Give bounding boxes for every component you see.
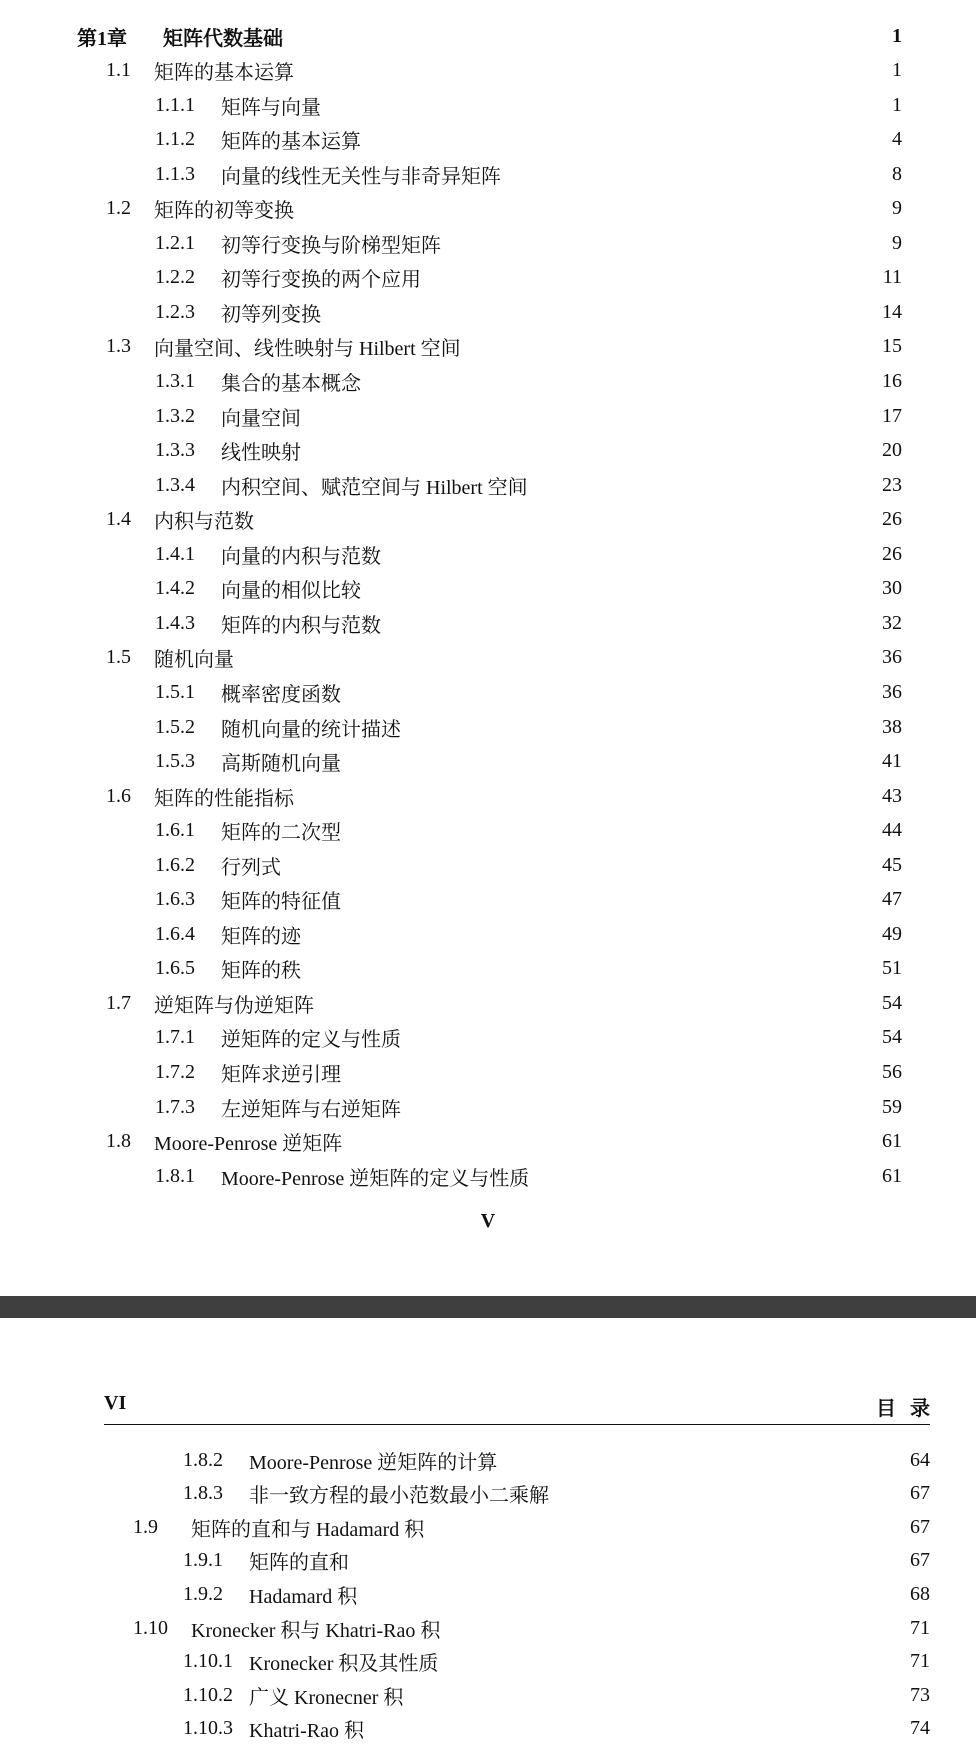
toc-subsection-entry[interactable] xyxy=(183,1477,930,1511)
header-page-number: VI xyxy=(104,1392,127,1414)
dot-leader xyxy=(349,745,868,779)
toc-page-number: 73 xyxy=(910,1683,930,1706)
toc-entry-title: Kronecker 积与 Khatri-Rao 积 xyxy=(191,1619,441,1642)
dot-leader xyxy=(369,123,868,157)
toc-entry-title: 矩阵的初等变换 xyxy=(154,200,294,223)
toc-entry-number: 1.6.4 xyxy=(155,922,195,945)
toc-entry-title: 向量的相似比较 xyxy=(221,580,361,603)
toc-entry-number: 1.6.1 xyxy=(155,819,195,842)
toc-entry-number: 1.2.3 xyxy=(155,300,195,323)
dot-leader xyxy=(309,434,868,468)
toc-entry-number: 1.5.2 xyxy=(155,715,195,738)
dot-leader xyxy=(429,261,868,295)
dot-leader xyxy=(349,814,868,848)
toc-entry-number: 1.3 xyxy=(106,335,131,358)
toc-entry-title: 内积与范数 xyxy=(154,511,254,534)
toc-page-number: 1 xyxy=(892,59,902,82)
toc-entry-title: 随机向量 xyxy=(154,649,234,672)
toc-page-number: 71 xyxy=(910,1650,930,1673)
toc-entry-number: 1.2 xyxy=(106,197,131,220)
toc-entry-number: 1.1 xyxy=(106,59,131,82)
toc-entry-title: 集合的基本概念 xyxy=(221,373,361,395)
dot-leader xyxy=(409,1090,868,1124)
toc-section-entry[interactable] xyxy=(133,1611,930,1645)
toc-page-2 xyxy=(0,1318,976,1743)
toc-section-entry[interactable] xyxy=(106,641,902,675)
toc-page-number: 74 xyxy=(910,1717,930,1740)
toc-entry-title: 非一致方程的最小范数最小二乘解 xyxy=(249,1485,549,1508)
toc-entry-number: 1.2.1 xyxy=(155,231,195,254)
toc-page-number: 9 xyxy=(892,231,902,254)
toc-entry-title: Moore-Penrose 逆矩阵的定义与性质 xyxy=(221,1167,530,1190)
toc-entry-number: 1.3.2 xyxy=(155,404,195,427)
toc-subsection-entry[interactable] xyxy=(183,1645,930,1679)
dot-leader xyxy=(349,1056,868,1090)
toc-entry-title: 矩阵的特征值 xyxy=(221,891,341,914)
toc-section-entry[interactable] xyxy=(133,1510,930,1544)
toc-page-number: 67 xyxy=(910,1515,930,1538)
toc-entry-title: Khatri-Rao 积 xyxy=(249,1720,364,1743)
page-divider xyxy=(0,1296,976,1318)
dot-leader xyxy=(329,88,868,122)
dot-leader xyxy=(329,295,868,329)
toc-entry-number: 1.8.2 xyxy=(183,1448,223,1471)
toc-subsection-entry[interactable] xyxy=(155,295,902,329)
dot-leader xyxy=(536,468,868,502)
dot-leader xyxy=(369,365,868,399)
toc-subsection-entry[interactable] xyxy=(183,1544,930,1578)
toc-subsection-entry[interactable] xyxy=(155,675,902,709)
toc-entry-title: 矩阵代数基础 xyxy=(163,27,283,50)
toc-subsection-entry[interactable] xyxy=(155,261,902,295)
toc-subsection-entry[interactable] xyxy=(183,1712,930,1746)
toc-page-number: 1 xyxy=(892,93,902,116)
toc-entry-number: 1.4.2 xyxy=(155,577,195,600)
dot-leader xyxy=(372,1712,896,1746)
toc-entry-number: 1.8.3 xyxy=(183,1482,223,1505)
toc-entry-title: 初等行变换与阶梯型矩阵 xyxy=(221,234,441,257)
toc-page-number: 11 xyxy=(882,266,902,289)
toc-entry-number: 1.9.1 xyxy=(183,1549,223,1572)
toc-subsection-entry[interactable] xyxy=(155,814,902,848)
toc-page-number: 38 xyxy=(882,715,902,738)
dot-leader xyxy=(349,675,868,709)
toc-subsection-entry[interactable] xyxy=(155,917,902,951)
toc-subsection-entry[interactable] xyxy=(155,572,902,606)
toc-page-number: 8 xyxy=(892,162,902,185)
toc-subsection-entry[interactable] xyxy=(155,710,902,744)
dot-leader xyxy=(389,537,868,571)
toc-entry-number: 1.6 xyxy=(106,784,131,807)
toc-page-number: 54 xyxy=(882,991,902,1014)
toc-subsection-entry[interactable] xyxy=(155,848,902,882)
toc-page-number: 32 xyxy=(882,611,902,634)
toc-section-entry[interactable] xyxy=(106,986,902,1020)
toc-page-number: 64 xyxy=(910,1448,930,1471)
dot-leader xyxy=(291,19,868,53)
toc-subsection-entry[interactable] xyxy=(155,1159,902,1193)
toc-page-number: 49 xyxy=(882,922,902,945)
toc-entry-title: Kronecker 积及其性质 xyxy=(249,1653,439,1676)
toc-subsection-entry[interactable] xyxy=(155,1056,902,1090)
dot-leader xyxy=(309,952,868,986)
toc-entry-title: Moore-Penrose 逆矩阵的计算 xyxy=(249,1451,498,1474)
toc-entry-number: 1.6.2 xyxy=(155,853,195,876)
toc-entry-title: Hadamard 积 xyxy=(249,1585,358,1608)
toc-entry-number: 1.9 xyxy=(133,1515,158,1538)
toc-entry-number: 1.4.3 xyxy=(155,611,195,634)
toc-page-number: 17 xyxy=(882,404,902,427)
toc-section-entry[interactable] xyxy=(106,503,902,537)
toc-entry-title: 向量空间、线性映射与 Hilbert 空间 xyxy=(154,338,461,361)
toc-page-number: 43 xyxy=(882,784,902,807)
toc-subsection-entry[interactable] xyxy=(183,1678,930,1712)
toc-section-entry[interactable] xyxy=(106,1125,902,1159)
toc-entry-number: 1.3.1 xyxy=(155,370,195,392)
toc-section-entry[interactable] xyxy=(106,330,902,364)
toc-entry-title: 向量的内积与范数 xyxy=(221,545,381,568)
toc-entry-title: 左逆矩阵与右逆矩阵 xyxy=(221,1098,401,1121)
toc-subsection-entry[interactable] xyxy=(183,1577,930,1611)
toc-page-number: 16 xyxy=(882,370,902,392)
dot-leader xyxy=(302,54,868,88)
toc-entry-number: 1.1.1 xyxy=(155,93,195,116)
dot-leader xyxy=(449,226,868,260)
toc-entry-title: 矩阵的秩 xyxy=(221,960,301,983)
toc-entry-number: 1.3.3 xyxy=(155,439,195,462)
toc-subsection-entry[interactable] xyxy=(155,1090,902,1124)
toc-page-number: 4 xyxy=(892,128,902,151)
toc-section-entry[interactable] xyxy=(106,779,902,813)
dot-leader xyxy=(505,1443,896,1477)
toc-entry-number: 1.7 xyxy=(106,991,131,1014)
running-header xyxy=(104,1388,944,1425)
toc-entry-title: 向量空间 xyxy=(221,407,301,430)
toc-entry-title: 逆矩阵的定义与性质 xyxy=(221,1029,401,1052)
toc-entry-number: 1.7.2 xyxy=(155,1061,195,1083)
dot-leader xyxy=(322,986,868,1020)
toc-entry-number: 1.10.2 xyxy=(183,1683,233,1706)
dot-leader xyxy=(302,192,868,226)
toc-entry-title: 矩阵的内积与范数 xyxy=(221,614,381,637)
toc-entry-title: 矩阵的直和与 Hadamard 积 xyxy=(191,1518,425,1541)
toc-entry-number: 1.10.3 xyxy=(183,1717,233,1740)
toc-page-number: 44 xyxy=(882,819,902,842)
toc-entry-title: 初等行变换的两个应用 xyxy=(221,269,421,292)
toc-page-number: 61 xyxy=(882,1164,902,1187)
toc-subsection-entry[interactable] xyxy=(155,745,902,779)
toc-subsection-entry[interactable] xyxy=(155,399,902,433)
toc-entry-title: 矩阵的性能指标 xyxy=(154,787,294,810)
toc-entry-title: 高斯随机向量 xyxy=(221,753,341,776)
toc-page-number: 20 xyxy=(882,439,902,462)
dot-leader xyxy=(262,503,868,537)
toc-entry-title: 概率密度函数 xyxy=(221,683,341,706)
toc-entry-number: 1.5 xyxy=(106,646,131,669)
dot-leader xyxy=(309,917,868,951)
toc-section-entry[interactable] xyxy=(106,192,902,226)
dot-leader xyxy=(349,883,868,917)
toc-page-number: 59 xyxy=(882,1095,902,1118)
toc-subsection-entry[interactable] xyxy=(183,1443,930,1477)
toc-entry-number: 1.8 xyxy=(106,1130,131,1153)
toc-entry-number: 1.2.2 xyxy=(155,266,195,289)
toc-entry-number: 1.5.1 xyxy=(155,680,195,703)
dot-leader xyxy=(365,1577,896,1611)
toc-entry-number: 1.4.1 xyxy=(155,542,195,565)
toc-page-number: 14 xyxy=(882,300,902,323)
dot-leader xyxy=(448,1611,896,1645)
dot-leader xyxy=(389,606,868,640)
dot-leader xyxy=(411,1678,896,1712)
toc-entry-number: 1.10 xyxy=(133,1616,168,1639)
toc-entry-title: 矩阵的基本运算 xyxy=(221,131,361,154)
toc-entry-title: 矩阵的直和 xyxy=(249,1552,349,1575)
toc-subsection-entry[interactable] xyxy=(155,88,902,122)
toc-page-number: 41 xyxy=(882,750,902,773)
toc-subsection-entry[interactable] xyxy=(155,468,902,502)
toc-page-number: 68 xyxy=(910,1582,930,1605)
toc-entry-title: 逆矩阵与伪逆矩阵 xyxy=(154,994,314,1017)
toc-subsection-entry[interactable] xyxy=(155,952,902,986)
toc-page-number: 26 xyxy=(882,542,902,565)
toc-entry-number: 1.7.3 xyxy=(155,1095,195,1118)
dot-leader xyxy=(409,1021,868,1055)
dot-leader xyxy=(289,848,868,882)
toc-entry-title: 随机向量的统计描述 xyxy=(221,718,401,741)
dot-leader xyxy=(537,1159,868,1193)
header-section-title: 目录 xyxy=(876,1398,944,1420)
toc-subsection-entry[interactable] xyxy=(155,883,902,917)
dot-leader xyxy=(357,1544,896,1578)
toc-entry-title: 矩阵的基本运算 xyxy=(154,62,294,85)
toc-subsection-entry[interactable] xyxy=(155,123,902,157)
dot-leader xyxy=(509,157,868,191)
dot-leader xyxy=(369,572,868,606)
dot-leader xyxy=(409,710,868,744)
toc-page-number: 61 xyxy=(882,1130,902,1153)
toc-subsection-entry[interactable] xyxy=(155,434,902,468)
toc-entry-title: 内积空间、赋范空间与 Hilbert 空间 xyxy=(221,476,528,499)
page-number-footer: V xyxy=(480,1210,496,1232)
toc-entry-number: 1.4 xyxy=(106,508,131,531)
toc-entry-title: Moore-Penrose 逆矩阵 xyxy=(154,1133,343,1156)
toc-subsection-entry[interactable] xyxy=(155,606,902,640)
toc-page-number: 23 xyxy=(882,473,902,496)
toc-page-number: 51 xyxy=(882,957,902,980)
toc-page-number: 56 xyxy=(882,1061,902,1083)
toc-entry-number: 第1章 xyxy=(77,27,127,50)
dot-leader xyxy=(432,1510,896,1544)
dot-leader xyxy=(302,779,868,813)
toc-page-number: 54 xyxy=(882,1026,902,1049)
toc-entry-number: 1.8.1 xyxy=(155,1164,195,1187)
dot-leader xyxy=(446,1645,896,1679)
dot-leader xyxy=(469,330,868,364)
toc-entry-number: 1.6.5 xyxy=(155,957,195,980)
toc-entry-number: 1.5.3 xyxy=(155,750,195,773)
toc-section-entry[interactable] xyxy=(106,54,902,88)
toc-page-number: 36 xyxy=(882,680,902,703)
toc-page-number: 36 xyxy=(882,646,902,669)
toc-entry-title: 线性映射 xyxy=(221,442,301,465)
dot-leader xyxy=(309,399,868,433)
toc-entry-title: 向量的线性无关性与非奇异矩阵 xyxy=(221,165,501,188)
dot-leader xyxy=(242,641,868,675)
toc-subsection-entry[interactable] xyxy=(155,226,902,260)
toc-entry-title: 矩阵的迹 xyxy=(221,925,301,948)
toc-page-number: 9 xyxy=(892,197,902,220)
toc-page-number: 67 xyxy=(910,1549,930,1572)
toc-page-number: 45 xyxy=(882,853,902,876)
toc-entry-title: 矩阵求逆引理 xyxy=(221,1064,341,1086)
toc-entry-title: 矩阵与向量 xyxy=(221,96,321,119)
toc-entry-number: 1.6.3 xyxy=(155,888,195,911)
toc-entry-number: 1.3.4 xyxy=(155,473,195,496)
toc-entry-number: 1.9.2 xyxy=(183,1582,223,1605)
toc-subsection-entry[interactable] xyxy=(155,157,902,191)
toc-page-number: 15 xyxy=(882,335,902,358)
toc-subsection-entry[interactable] xyxy=(155,365,902,399)
toc-page-number: 47 xyxy=(882,888,902,911)
toc-page-number: 30 xyxy=(882,577,902,600)
toc-page-number: 26 xyxy=(882,508,902,531)
toc-entry-number: 1.1.2 xyxy=(155,128,195,151)
toc-page-number: 71 xyxy=(910,1616,930,1639)
toc-entry-number: 1.7.1 xyxy=(155,1026,195,1049)
toc-subsection-entry[interactable] xyxy=(155,1021,902,1055)
toc-entry-title: 广义 Kronecner 积 xyxy=(249,1686,404,1709)
toc-page-number: 1 xyxy=(892,24,902,47)
dot-leader xyxy=(350,1125,868,1159)
toc-subsection-entry[interactable] xyxy=(155,537,902,571)
toc-page-number: 67 xyxy=(910,1482,930,1505)
dot-leader xyxy=(557,1477,896,1511)
toc-entry-title: 初等列变换 xyxy=(221,303,321,326)
toc-entry-title: 行列式 xyxy=(221,856,281,879)
toc-entry-title: 矩阵的二次型 xyxy=(221,822,341,845)
toc-chapter-entry[interactable] xyxy=(77,19,902,53)
toc-entry-number: 1.1.3 xyxy=(155,162,195,185)
toc-entry-number: 1.10.1 xyxy=(183,1650,233,1673)
